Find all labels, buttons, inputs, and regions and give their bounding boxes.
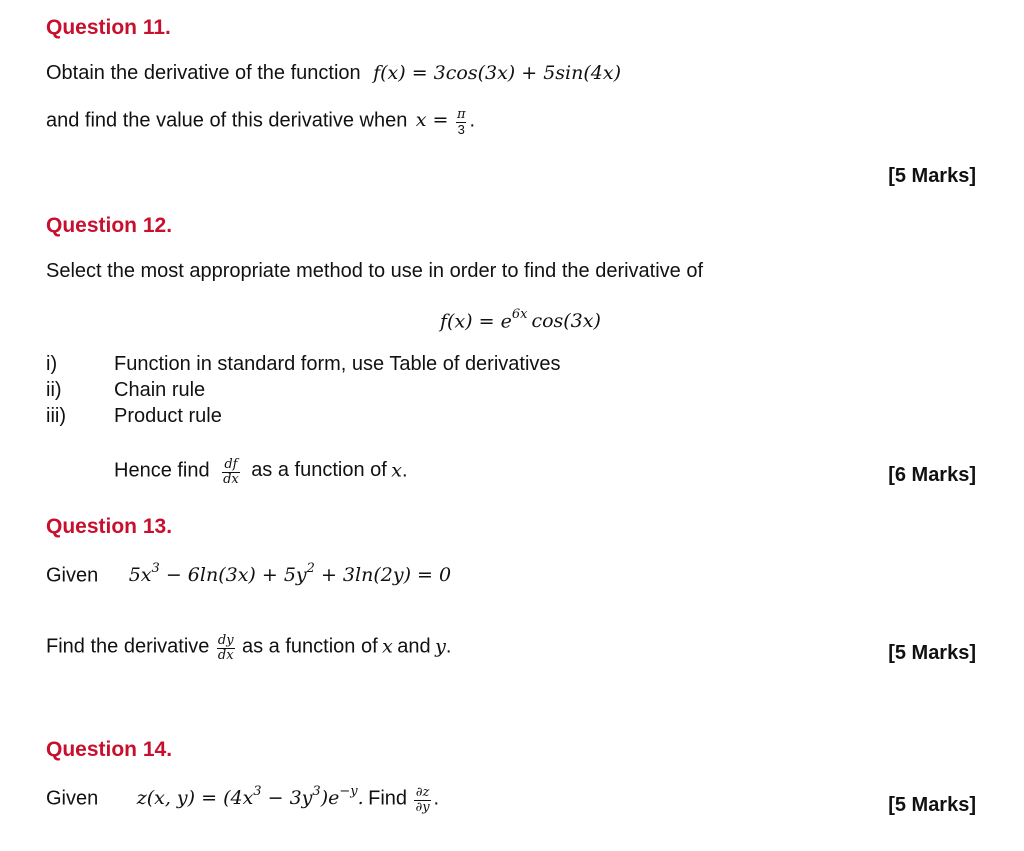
q13-eq-p2: − 6ln(3x) + 5y bbox=[159, 564, 307, 587]
q11-line1-text: Obtain the derivative of the function bbox=[46, 62, 361, 84]
q12-fraction bbox=[222, 458, 240, 486]
q12-hence-line bbox=[114, 458, 408, 486]
question-14-title: Question 14. bbox=[46, 738, 173, 761]
q13-given-line bbox=[46, 563, 451, 587]
q11-line2-end: . bbox=[469, 109, 476, 132]
q14-given: Given bbox=[46, 787, 99, 810]
q13-var-y: y bbox=[435, 635, 446, 658]
q11-line2-text: and find the value of this derivative when bbox=[46, 109, 408, 132]
q13-eq-s2: 2 bbox=[306, 561, 315, 576]
q12-frac-den: dx bbox=[223, 471, 239, 487]
q14-eq-p1: z(x, y) = (4x bbox=[136, 787, 254, 810]
q13-eq-p1: 5x bbox=[128, 564, 152, 587]
q11-frac-den: 3 bbox=[457, 121, 465, 137]
question-12-title: Question 12. bbox=[46, 214, 173, 237]
q11-line2 bbox=[46, 108, 475, 136]
q14-eq-p3: )e bbox=[320, 787, 340, 810]
q12-eq-sup: 6x bbox=[511, 307, 528, 322]
q14-dot: . bbox=[433, 787, 440, 810]
q13-eq-p3: + 3ln(2y) = 0 bbox=[314, 564, 452, 587]
q12-option-3-num: iii) bbox=[46, 405, 66, 427]
question-11-title: Question 11. bbox=[46, 16, 171, 39]
q14-eq-p2: − 3y bbox=[261, 787, 313, 810]
q14-eq-s3: −y bbox=[339, 784, 358, 800]
q12-intro: Select the most appropriate method to use in order to find the derivative of bbox=[46, 260, 704, 282]
q12-option-1-text: Function in standard form, use Table of derivatives bbox=[114, 353, 561, 375]
q12-option-1-num: i) bbox=[46, 353, 58, 375]
q12-eq-left: f(x) = e bbox=[440, 310, 512, 333]
q13-eq-s1: 3 bbox=[151, 561, 160, 576]
q13-given: Given bbox=[46, 564, 99, 587]
q13-find-text: Find the derivative bbox=[46, 635, 210, 658]
q12-frac-num: df bbox=[222, 458, 240, 473]
q12-hence-var: x bbox=[391, 459, 403, 482]
q11-line1 bbox=[46, 62, 621, 85]
q13-fraction bbox=[217, 634, 235, 662]
q14-eq-s2: 3 bbox=[312, 784, 321, 800]
q11-function: f(x) = 3cos(3x) + 5sin(4x) bbox=[373, 62, 621, 84]
q12-equation bbox=[440, 309, 601, 332]
q11-marks: [5 Marks] bbox=[888, 165, 976, 187]
q11-fraction bbox=[456, 108, 467, 136]
q14-frac-den: ∂y bbox=[415, 799, 430, 815]
q13-find-end: as a function of bbox=[242, 635, 378, 658]
q14-frac-num: ∂z bbox=[415, 785, 430, 800]
q11-x-equals: x = bbox=[415, 109, 449, 132]
q13-frac-den: dx bbox=[217, 647, 234, 663]
q13-frac-num: dy bbox=[217, 633, 234, 648]
q13-dot: . bbox=[445, 635, 452, 658]
q14-eq-s1: 3 bbox=[253, 784, 262, 800]
q12-eq-right: cos(3x) bbox=[531, 310, 601, 333]
q13-and: and bbox=[397, 635, 431, 658]
q12-hence-end: as a function of bbox=[251, 459, 387, 482]
q13-var-x: x bbox=[382, 635, 393, 658]
q12-option-2-num: ii) bbox=[46, 379, 62, 401]
q14-marks: [5 Marks] bbox=[888, 794, 976, 816]
q12-hence-dot: . bbox=[402, 459, 408, 482]
q13-marks: [5 Marks] bbox=[888, 642, 976, 664]
q12-option-2-text: Chain rule bbox=[114, 379, 206, 401]
q14-given-line bbox=[46, 786, 439, 814]
q13-find-line bbox=[46, 634, 451, 662]
q13-equation bbox=[128, 561, 452, 587]
q12-marks: [6 Marks] bbox=[888, 464, 976, 486]
q14-find: Find bbox=[368, 787, 408, 810]
q12-option-3-text: Product rule bbox=[114, 405, 222, 427]
q14-fraction bbox=[414, 786, 430, 814]
q11-frac-num: π bbox=[456, 107, 466, 122]
question-13-title: Question 13. bbox=[46, 515, 173, 538]
q14-equation bbox=[136, 784, 364, 810]
q14-eq-p4: . bbox=[357, 787, 364, 810]
q12-hence-text: Hence find bbox=[114, 459, 210, 482]
